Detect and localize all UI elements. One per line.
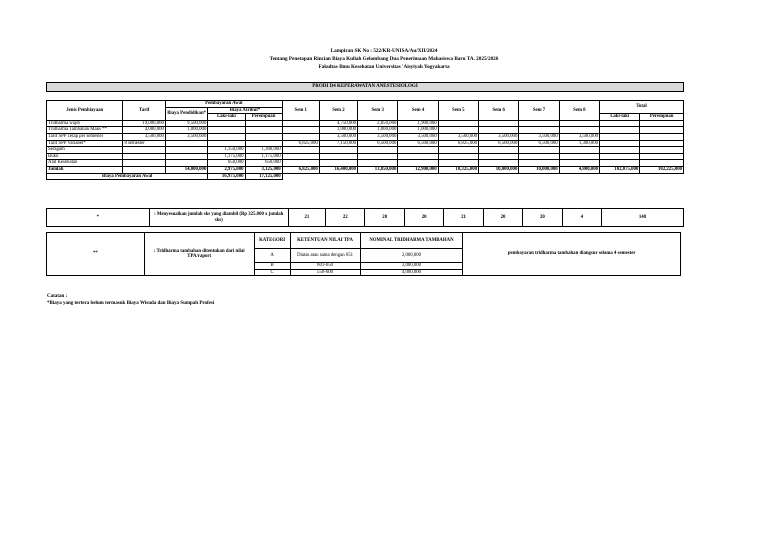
table-row	[47, 160, 684, 167]
row-atribut-perempuan	[245, 120, 282, 127]
row-sem-1	[282, 133, 319, 140]
row-sem-1: 6,825,000	[282, 140, 319, 147]
nilai-a: Diatas atau sama dengan 651	[290, 249, 360, 263]
jumlah-bpr: 3,125,000	[245, 166, 282, 173]
row-sem-4	[398, 153, 438, 160]
row-biaya-pendidikan: 1,000,000	[165, 127, 207, 134]
col-sem-2: Sem 2	[319, 101, 357, 121]
row-sem-7	[519, 160, 559, 167]
row-total-perempuan	[640, 127, 684, 134]
row-sem-8	[559, 153, 599, 160]
col-sem-4: Sem 4	[398, 101, 438, 121]
row-tarif	[123, 153, 165, 160]
row-name: Tarif SPP Tetap per semester	[47, 133, 123, 140]
sks-sem-4: 20	[404, 209, 443, 227]
catatan-text: *Biaya yang tertera belum termasuk Biaya Wisuda dan Biaya Sumpah Profesi	[47, 301, 215, 306]
sks-total: 148	[602, 209, 684, 227]
row-total-laki	[600, 160, 640, 167]
biaya-awal-laki: 16,975,000	[208, 173, 245, 180]
row-tarif	[123, 160, 165, 167]
row-sem-5	[438, 127, 478, 134]
row-sem-6	[479, 160, 519, 167]
sks-sem-2: 22	[326, 209, 365, 227]
row-total-laki	[600, 140, 640, 147]
biaya-awal-perempuan: 17,125,000	[245, 173, 282, 180]
jumlah-sem-8: 4,800,000	[559, 166, 599, 173]
biaya-awal-label: Biaya Pembayaran Awal	[47, 173, 208, 180]
row-sem-7	[519, 120, 559, 127]
row-sem-7	[519, 153, 559, 160]
row-sem-6	[479, 147, 519, 154]
row-total-laki	[600, 120, 640, 127]
row-sem-5: 3,500,000	[438, 133, 478, 140]
row-total-perempuan	[640, 160, 684, 167]
row-sem-6	[479, 127, 519, 134]
table-row	[47, 153, 684, 160]
tridharma-table	[46, 232, 681, 276]
col-tarif: Tarif	[123, 101, 165, 121]
row-sem-8: 1,300,000	[559, 140, 599, 147]
row-sem-8	[559, 160, 599, 167]
col-sem-7: Sem 7	[519, 101, 559, 121]
row-sem-1	[282, 153, 319, 160]
row-sem-2: 1,000,000	[319, 127, 357, 134]
row-biaya-pendidikan	[165, 147, 207, 154]
jumlah-bp: 14,000,000	[165, 166, 207, 173]
row-atribut-laki: 1,150,000	[208, 147, 245, 154]
row-sem-3: 6,500,000	[358, 140, 398, 147]
row-atribut-laki: 650,000	[208, 160, 245, 167]
nominal-c: 4,000,000	[360, 269, 463, 276]
tridharma-marker: **	[47, 233, 145, 276]
table-row	[47, 127, 684, 134]
row-sem-2	[319, 160, 357, 167]
row-sem-1	[282, 120, 319, 127]
row-sem-7: 6,500,000	[519, 140, 559, 147]
row-biaya-pendidikan: 3,500,000	[165, 133, 207, 140]
col-sem-5: Sem 5	[438, 101, 478, 121]
row-atribut-perempuan: 1,300,000	[245, 147, 282, 154]
nilai-header: KETENTUAN NILAI TPA	[290, 233, 360, 249]
jumlah-bl: 2,975,000	[208, 166, 245, 173]
row-total-laki	[600, 127, 640, 134]
row-sem-7	[519, 127, 559, 134]
jumlah-sem-6: 10,000,000	[479, 166, 519, 173]
table-row	[47, 140, 684, 147]
row-total-perempuan	[640, 147, 684, 154]
row-sem-2: 4,750,000	[319, 120, 357, 127]
col-biaya-atribut: Biaya Atribut*	[208, 107, 282, 114]
row-sem-3	[358, 147, 398, 154]
row-sem-2: 3,500,000	[319, 133, 357, 140]
row-tarif: 8 semester	[123, 140, 165, 147]
row-sem-7: 3,500,000	[519, 133, 559, 140]
doc-title-line3: Fakultas Ilmu Kesehatan Universitas 'Aisyiyah Yogyakarta	[318, 64, 450, 70]
jumlah-sem-1: 6,825,000	[282, 166, 319, 173]
row-total-laki	[600, 133, 640, 140]
table-row	[47, 120, 684, 127]
col-sem-3: Sem 3	[358, 101, 398, 121]
row-sem-5: 6,825,000	[438, 140, 478, 147]
col-biaya-pendidikan: Biaya Pendidikan*	[165, 107, 207, 120]
row-sem-8	[559, 147, 599, 154]
row-tarif: 4,000,000	[123, 127, 165, 134]
col-sem-8: Sem 8	[559, 101, 599, 121]
nominal-b: 3,000,000	[360, 263, 463, 270]
row-tarif: 19,000,000	[123, 120, 165, 127]
jumlah-total-perempuan: 102,225,000	[640, 166, 684, 173]
sks-sem-8: 4	[562, 209, 601, 227]
row-atribut-laki	[208, 127, 245, 134]
row-sem-3	[358, 160, 398, 167]
row-atribut-laki: 1,175,000	[208, 153, 245, 160]
tridharma-note: pembayaran tridharma tambahan diangsur selama 4 semester	[463, 233, 681, 276]
sks-label: : Menyesuaikan jumlah sks yang diambil (Rp 325.000 x jumlah sks)	[149, 209, 288, 227]
row-sem-5	[438, 120, 478, 127]
row-sem-4: 3,500,000	[398, 133, 438, 140]
row-tarif: 3,500,000	[123, 133, 165, 140]
row-total-perempuan	[640, 120, 684, 127]
col-pembayaran-awal: Pembayaran Awal	[165, 101, 282, 108]
catatan-title: Catatan :	[47, 294, 68, 299]
kategori-header: KATEGORI	[254, 233, 290, 249]
col-total-perempuan: Perempuan	[640, 114, 684, 121]
row-atribut-perempuan	[245, 140, 282, 147]
row-tarif	[123, 147, 165, 154]
row-sem-7	[519, 147, 559, 154]
row-sem-5	[438, 147, 478, 154]
sks-sem-1: 21	[288, 209, 325, 227]
sks-sem-5: 21	[444, 209, 483, 227]
row-sem-1	[282, 160, 319, 167]
jumlah-sem-4: 12,900,000	[398, 166, 438, 173]
jumlah-sem-7: 10,000,000	[519, 166, 559, 173]
row-total-laki	[600, 153, 640, 160]
tridharma-label: : Tridharma tambahan ditentukan dari nilai TPA/raport	[144, 233, 254, 276]
row-name: Tridharma Tambahan Maks **	[47, 127, 123, 134]
row-biaya-pendidikan	[165, 140, 207, 147]
row-sem-4: 1,000,000	[398, 127, 438, 134]
col-atribut-laki: Laki-laki	[208, 114, 245, 121]
row-atribut-laki	[208, 133, 245, 140]
row-sem-2	[319, 147, 357, 154]
jumlah-total-laki: 102,075,000	[600, 166, 640, 173]
doc-title-line2: Tentang Penetapan Rincian Biaya Kuliah Gelombang Dua Penerimaan Mahasiswa Baru TA. 2025/2026	[269, 56, 499, 62]
row-name: Tarif SPP Variabel*	[47, 140, 123, 147]
row-sem-1	[282, 127, 319, 134]
row-sem-3: 3,500,000	[358, 133, 398, 140]
jumlah-label: Jumlah	[47, 166, 123, 173]
row-atribut-perempuan: 1,175,000	[245, 153, 282, 160]
col-sem-6: Sem 6	[479, 101, 519, 121]
nominal-a: 2,000,000	[360, 249, 463, 263]
row-name: Seragam	[47, 147, 123, 154]
kategori-c: C	[254, 269, 290, 276]
row-sem-3	[358, 153, 398, 160]
col-total-laki: Laki-laki	[600, 114, 640, 121]
col-sem-1: Sem 1	[282, 101, 319, 121]
row-sem-8	[559, 120, 599, 127]
row-sem-2: 7,150,000	[319, 140, 357, 147]
row-total-perempuan	[640, 153, 684, 160]
row-sem-5	[438, 160, 478, 167]
row-sem-3: 2,850,000	[358, 120, 398, 127]
sks-marker: *	[47, 209, 150, 227]
row-sem-6: 6,500,000	[479, 140, 519, 147]
row-sem-5	[438, 153, 478, 160]
sks-sem-6: 20	[483, 209, 522, 227]
cost-table	[46, 100, 684, 180]
prodi-banner: PRODI D4 KEPERAWATAN ANESTESIOLOGI	[46, 82, 684, 92]
row-sem-4: 1,900,000	[398, 120, 438, 127]
row-total-perempuan	[640, 140, 684, 147]
row-total-perempuan	[640, 133, 684, 140]
row-sem-6	[479, 153, 519, 160]
row-sem-6: 3,500,000	[479, 133, 519, 140]
row-biaya-pendidikan	[165, 153, 207, 160]
jumlah-sem-5: 10,325,000	[438, 166, 478, 173]
kategori-b: B	[254, 263, 290, 270]
row-biaya-pendidikan	[165, 160, 207, 167]
row-atribut-perempuan	[245, 133, 282, 140]
sks-sem-3: 20	[365, 209, 404, 227]
row-atribut-perempuan	[245, 127, 282, 134]
col-jenis: Jenis Pembiayaan	[47, 101, 123, 121]
row-sem-8	[559, 127, 599, 134]
jumlah-sem-2: 16,400,000	[319, 166, 357, 173]
kategori-a: A	[254, 249, 290, 263]
row-name: Tridharma wajib	[47, 120, 123, 127]
row-atribut-laki	[208, 140, 245, 147]
table-row	[47, 133, 684, 140]
row-name: Buku	[47, 153, 123, 160]
row-total-laki	[600, 147, 640, 154]
row-sem-3: 1,000,000	[358, 127, 398, 134]
row-name: Alat Kesehatan	[47, 160, 123, 167]
nilai-c: 550-600	[290, 269, 360, 276]
jumlah-sem-3: 13,850,000	[358, 166, 398, 173]
row-sem-4	[398, 160, 438, 167]
nilai-b: 601-650	[290, 263, 360, 270]
row-atribut-laki	[208, 120, 245, 127]
row-sem-4: 6,500,000	[398, 140, 438, 147]
nominal-header: NOMINAL TRIDHARMA TAMBAHAN	[360, 233, 463, 249]
row-sem-8: 3,500,000	[559, 133, 599, 140]
col-atribut-perempuan: Perempuan	[245, 114, 282, 121]
sks-sem-7: 20	[523, 209, 562, 227]
row-atribut-perempuan: 650,000	[245, 160, 282, 167]
row-sem-1	[282, 147, 319, 154]
row-sem-2	[319, 153, 357, 160]
row-sem-6	[479, 120, 519, 127]
table-row	[47, 147, 684, 154]
sks-table	[46, 208, 684, 227]
col-total: Total	[600, 101, 684, 114]
row-biaya-pendidikan: 9,500,000	[165, 120, 207, 127]
row-sem-4	[398, 147, 438, 154]
doc-title-line1: Lampiran SK No : 522/KR-UNISA/Au/XII/2024	[330, 48, 438, 54]
